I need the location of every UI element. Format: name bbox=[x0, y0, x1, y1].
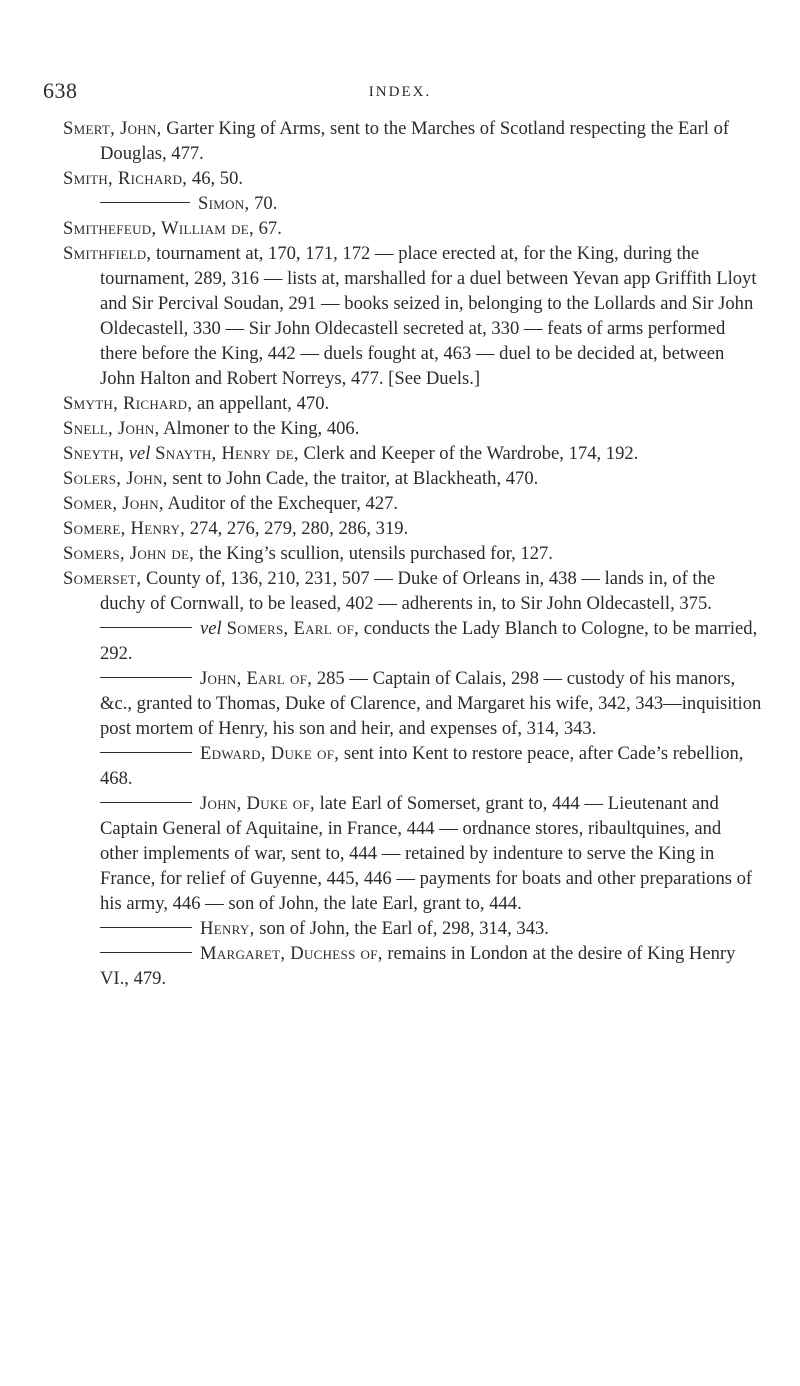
index-entry bbox=[63, 516, 763, 541]
index-entry bbox=[63, 416, 763, 441]
entry-heading: Smith, Richard, bbox=[63, 168, 188, 189]
entry-heading: Smyth, Richard, bbox=[63, 393, 193, 414]
index-subentry bbox=[63, 916, 763, 941]
entry-heading: Somere, Henry, bbox=[63, 518, 186, 539]
entry-heading: Solers, John, bbox=[63, 468, 168, 489]
entry-text: conducts the Lady Blanch to Cologne, to be married, 292. bbox=[100, 618, 758, 664]
ditto-rule bbox=[100, 677, 192, 678]
page-number: 638 bbox=[43, 78, 78, 103]
entry-text: County of, 136, 210, 231, 507 — Duke of Orleans in, 438 — lands in, of the duchy of Cornwall, to be leased, 402 — adherents in, to Sir John Oldecastell, 375. bbox=[100, 568, 716, 614]
entry-heading: Edward, Duke of, bbox=[200, 743, 340, 764]
ditto-rule bbox=[100, 752, 192, 753]
entry-text: 67. bbox=[253, 218, 282, 239]
entry-text: 70. bbox=[249, 193, 278, 214]
ditto-rule bbox=[100, 927, 192, 928]
index-entry bbox=[63, 441, 763, 466]
entry-heading: John, Duke of, bbox=[200, 793, 315, 814]
index-entry bbox=[63, 166, 763, 191]
index-entry bbox=[63, 466, 763, 491]
entry-heading: Somers, John de, bbox=[63, 543, 195, 564]
entry-italic-connector: vel bbox=[200, 618, 222, 639]
entry-text: 46, 50. bbox=[187, 168, 244, 189]
index-subentry bbox=[63, 941, 763, 991]
index-entry bbox=[63, 566, 763, 616]
ditto-rule bbox=[100, 202, 190, 203]
entry-heading: Simon, bbox=[198, 193, 250, 214]
entry-heading: John, Earl of, bbox=[200, 668, 313, 689]
entry-text: sent into Kent to restore peace, after Cade’s rebellion, 468. bbox=[100, 743, 744, 789]
index-subentry bbox=[63, 191, 763, 216]
index-entry bbox=[63, 491, 763, 516]
entry-text: Almoner to the King, 406. bbox=[159, 418, 360, 439]
entry-heading: Margaret, Duchess of, bbox=[200, 943, 383, 964]
entry-text: an appellant, 470. bbox=[192, 393, 330, 414]
entry-heading: Henry, bbox=[200, 918, 255, 939]
entry-heading: Somer, John, bbox=[63, 493, 164, 514]
entry-text: tournament at, 170, 171, 172 — place erected at, for the King, during the tournament, 289, 316 — lists at, marshalled for a duel between Yevan app Griffith Lloyt and Sir Percival Soudan, 291 — books seized in, belonging to the Lollards and Sir John Oldecastell, 330 — Sir John Oldecastell secreted at, 330 — feats of arms performed there before the King, 442 — duels fought at, 463 — duel to be decided at, between John Halton and Robert Norreys, 477. [See Duels.] bbox=[100, 243, 757, 389]
index-subentry bbox=[63, 666, 763, 741]
entry-text: remains in London at the desire of King Henry VI., 479. bbox=[100, 943, 736, 989]
entry-text: late Earl of Somerset, grant to, 444 — Lieutenant and Captain General of Aquitaine, in France, 444 — ordnance stores, ribaultquines, and other implements of war, sent to, 444 — retained by indenture to serve the King in France, for relief of Guyenne, 445, 446 — payments for boats and other preparations of his army, 446 — son of John, the late Earl, grant to, 444. bbox=[100, 793, 753, 914]
index-subentry bbox=[63, 741, 763, 791]
entry-text: Clerk and Keeper of the Wardrobe, 174, 192. bbox=[298, 443, 639, 464]
entry-italic-connector: vel bbox=[124, 443, 156, 464]
entry-text: 285 — Captain of Calais, 298 — custody of his manors, &c., granted to Thomas, Duke of Clarence, and Margaret his wife, 342, 343—inquisition post mortem of Henry, his son and heir, and expenses of, 314, 343. bbox=[100, 668, 762, 739]
entry-heading: Somerset, bbox=[63, 568, 142, 589]
entry-text: Auditor of the Exchequer, 427. bbox=[163, 493, 399, 514]
entry-text: sent to John Cade, the traitor, at Blackheath, 470. bbox=[167, 468, 539, 489]
index-entry bbox=[63, 116, 763, 166]
index-subentry bbox=[63, 791, 763, 916]
entry-text: the King’s scullion, utensils purchased for, 127. bbox=[194, 543, 553, 564]
entry-text: 274, 276, 279, 280, 286, 319. bbox=[185, 518, 409, 539]
running-title: INDEX. bbox=[368, 84, 432, 100]
entry-heading: Snell, John, bbox=[63, 418, 160, 439]
index-entry bbox=[63, 216, 763, 241]
ditto-rule bbox=[100, 627, 192, 628]
entry-heading: Snayth, Henry de, bbox=[155, 443, 299, 464]
index-entry bbox=[63, 241, 763, 391]
entry-text: Garter King of Arms, sent to the Marches of Scotland respecting the Earl of Douglas, 477. bbox=[100, 118, 730, 164]
entry-text: son of John, the Earl of, 298, 314, 343. bbox=[254, 918, 549, 939]
index-entry bbox=[63, 391, 763, 416]
ditto-rule bbox=[100, 952, 192, 953]
index-entry bbox=[63, 541, 763, 566]
entry-heading: Smithefeud, William de, bbox=[63, 218, 254, 239]
index-entries bbox=[63, 116, 763, 991]
entry-heading: Smithfield, bbox=[63, 243, 152, 264]
entry-heading-prefix: Sneyth, bbox=[63, 443, 125, 464]
entry-heading: Smert, John, bbox=[63, 118, 162, 139]
entry-heading: Somers, Earl of, bbox=[221, 618, 360, 639]
ditto-rule bbox=[100, 802, 192, 803]
index-subentry bbox=[63, 616, 763, 666]
